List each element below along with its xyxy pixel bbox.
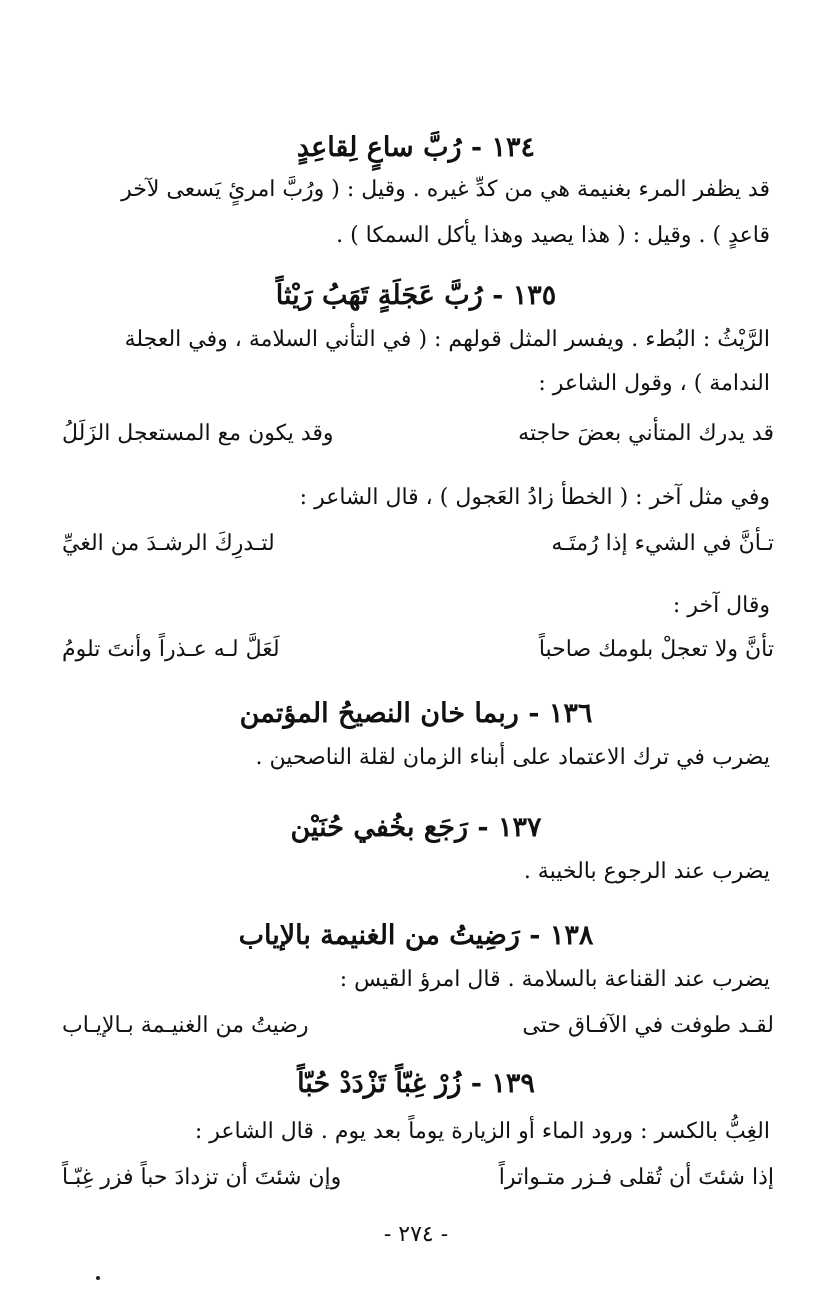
entry-heading-136: ١٣٦ - ربما خان النصيحُ المؤتمن: [239, 698, 593, 729]
verse-hemistich-first: لقـد طوفت في الآفـاق حتى: [522, 1013, 774, 1038]
entry-135-line-3: وفي مثل آخر : ( الخطأ زادُ العَجول ) ، قال الشاعر :: [299, 485, 770, 510]
verse-hemistich-first: قد يدرك المتأني بعضَ حاجته: [518, 421, 774, 446]
entry-134-line-1: قد يظفر المرء بغنيمة هي من كدِّ غيره . وقيل : ( ورُبَّ امرئٍ يَسعى لآخر: [121, 177, 770, 202]
entry-139-line-1: الغِبُّ بالكسر : ورود الماء أو الزيارة يوماً بعد يوم . قال الشاعر :: [194, 1119, 770, 1144]
verse-hemistich-second: لَعَلَّ لـه عـذراً وأنتَ تلومُ: [62, 637, 280, 662]
entry-137-line-1: يضرب عند الرجوع بالخيبة .: [523, 859, 770, 884]
entry-heading-138: ١٣٨ - رَضِيتُ من الغنيمة بالإياب: [238, 920, 594, 951]
verse-hemistich-second: لتـدرِكَ الرشـدَ من الغيِّ: [62, 531, 275, 556]
entry-heading-134: ١٣٤ - رُبَّ ساعٍ لِقاعِدٍ: [296, 132, 536, 163]
entry-heading-135: ١٣٥ - رُبَّ عَجَلَةٍ تَهَبُ رَيْثاً: [275, 280, 557, 311]
verse-135-b: [62, 524, 774, 564]
entry-heading-137: ١٣٧ - رَجَع بخُفي حُنَيْن: [290, 812, 542, 843]
entry-135-line-4: وقال آخر :: [672, 593, 770, 618]
entry-135-line-1: الرَّيْثُ : البُطء . ويفسر المثل قولهم : ( في التأني السلامة ، وفي العجلة: [124, 327, 770, 352]
entry-138-line-1: يضرب عند القناعة بالسلامة . قال امرؤ القيس :: [339, 967, 770, 992]
verse-139: [62, 1158, 774, 1198]
verse-hemistich-first: تـأنَّ في الشيء إذا رُمتَـه: [551, 531, 774, 556]
verse-hemistich-first: إذا شئتَ أن تُقلى فـزر متـواتراً: [498, 1165, 774, 1190]
ink-speck: [96, 1276, 100, 1280]
entry-134-line-2: قاعدٍ ) . وقيل : ( هذا يصيد وهذا يأكل السمكا ) .: [336, 223, 770, 248]
entry-136-line-1: يضرب في ترك الاعتماد على أبناء الزمان لقلة الناصحين .: [255, 745, 770, 770]
verse-138: [62, 1006, 774, 1046]
verse-hemistich-second: رضيتُ من الغنيـمة بـالإيـاب: [62, 1013, 309, 1038]
verse-hemistich-first: تأنَّ ولا تعجلْ بلومك صاحباً: [538, 637, 774, 662]
verse-hemistich-second: وقد يكون مع المستعجل الزَلَلُ: [62, 421, 334, 446]
page-number: - ٢٧٤ -: [383, 1222, 449, 1247]
verse-hemistich-second: وإن شئتَ أن تزدادَ حباً فزر غِبّـاً: [62, 1165, 342, 1190]
verse-135-c: [62, 630, 774, 670]
entry-heading-139: ١٣٩ - زُرْ غِبّاً تَزْدَدْ حُبّاً: [297, 1068, 535, 1099]
entry-135-line-2: الندامة ) ، وقول الشاعر :: [538, 371, 770, 396]
verse-135-a: [62, 414, 774, 454]
